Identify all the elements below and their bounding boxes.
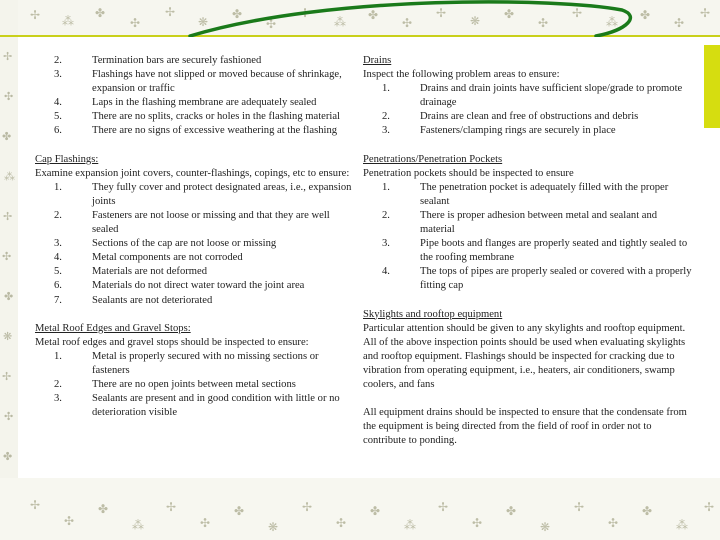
penetrations-intro: Penetration pockets should be inspected to ensure <box>363 167 574 179</box>
skylights-heading: Skylights and rooftop equipment <box>363 308 503 320</box>
list-item-text: Sealants are not deteriorated <box>92 294 213 306</box>
list-item-text: There are no splits, cracks or holes in the flashing material <box>92 111 340 123</box>
list-item-text: The penetration pocket is adequately filled with the proper sealant <box>420 181 669 207</box>
drains-heading: Drains <box>363 55 392 66</box>
document-page <box>18 37 704 478</box>
list-item <box>363 124 693 138</box>
list-item <box>35 124 355 138</box>
list-item-text: They fully cover and protect designated areas, i.e., expansion joints <box>92 181 352 207</box>
list-item-text: There are no signs of excessive weathering at the flashing <box>92 125 338 137</box>
left-decorative-border: ✢ ✣ ✤ ⁂ ✢ ✣ ✤ ❋ ✢ ✣ ✤ <box>0 0 18 540</box>
list-item-number: 1. <box>54 181 62 193</box>
list-item-text: Fasteners are not loose or missing and that they are well sealed <box>92 209 330 236</box>
list-item-number: 2. <box>54 55 62 66</box>
list-item <box>35 378 355 392</box>
list-item-number: 2. <box>382 209 390 221</box>
list-item-text: The tops of pipes are properly sealed or covered with a properly fitting cap <box>420 266 692 292</box>
list-item-number: 1. <box>382 83 390 95</box>
list-item-number: 1. <box>54 350 62 362</box>
list-item <box>35 279 355 293</box>
list-item <box>35 392 355 420</box>
list-item-text: Materials do not direct water toward the joint area <box>92 280 305 292</box>
metal-edges-intro: Metal roof edges and gravel stops should be inspected to ensure: <box>35 336 309 348</box>
list-item <box>363 265 693 293</box>
list-item-text: There are no open joints between metal sections <box>92 378 296 390</box>
list-item <box>35 110 355 124</box>
list-item <box>35 209 355 237</box>
list-item-number: 4. <box>54 252 62 264</box>
list-item <box>35 54 355 68</box>
list-item-number: 2. <box>54 209 62 221</box>
list-item <box>35 294 355 308</box>
list-item-text: Metal is properly secured with no missing sections or fasteners <box>92 350 319 376</box>
list-item-text: Drains are clean and free of obstructions and debris <box>420 111 639 123</box>
list-item-number: 2. <box>382 111 390 123</box>
list-item-number: 2. <box>54 378 62 390</box>
right-column <box>363 54 693 448</box>
list-item-text: Materials are not deformed <box>92 266 208 278</box>
list-item-number: 1. <box>382 181 390 193</box>
penetrations-heading: Penetrations/Penetration Pockets <box>363 153 503 165</box>
cap-flashings-heading: Cap Flashings: <box>35 153 99 165</box>
list-item-text: Flashings have not slipped or moved because of shrinkage, expansion or traffic <box>92 69 342 95</box>
left-column <box>35 54 355 420</box>
list-item-number: 4. <box>54 97 62 109</box>
list-item <box>35 265 355 279</box>
list-item <box>363 237 693 265</box>
list-item-text: Drains and drain joints have sufficient slope/grade to promote drainage <box>420 83 683 109</box>
list-item-number: 3. <box>54 393 62 405</box>
metal-edges-heading: Metal Roof Edges and Gravel Stops: <box>35 322 191 334</box>
penetrations-list <box>363 181 693 294</box>
list-item <box>363 181 693 209</box>
drains-intro: Inspect the following problem areas to ensure: <box>363 69 560 81</box>
drains-list <box>363 82 693 138</box>
list-item <box>363 110 693 124</box>
list-item <box>35 68 355 96</box>
list-item-number: 3. <box>54 238 62 250</box>
list-item-number: 3. <box>382 125 390 137</box>
list-item-number: 6. <box>54 280 62 292</box>
list-item-text: Termination bars are securely fashioned <box>92 55 262 66</box>
list-item-number: 7. <box>54 294 62 306</box>
list-item-number: 5. <box>54 266 62 278</box>
list-item-number: 6. <box>54 125 62 137</box>
list-item-text: There is proper adhesion between metal and sealant and material <box>420 209 658 236</box>
list-item <box>363 209 693 237</box>
list-item <box>35 237 355 251</box>
list-item <box>35 251 355 265</box>
list-item-text: Metal components are not corroded <box>92 252 243 264</box>
list-item-number: 4. <box>382 266 390 278</box>
list-item <box>363 82 693 110</box>
metal-edges-list <box>35 350 355 420</box>
flashing-checklist <box>35 54 355 139</box>
list-item <box>35 350 355 378</box>
list-item <box>35 181 355 209</box>
list-item <box>35 96 355 110</box>
list-item-number: 5. <box>54 111 62 123</box>
top-decorative-border: ✢ ⁂ ✤ ✣ ✢ ❋ ✤ ✣ ✢ ⁂ ✤ ✣ ✢ ❋ ✤ ✣ ✢ ⁂ ✤ ✣ ✢ <box>0 0 720 36</box>
list-item-text: Laps in the flashing membrane are adequately sealed <box>92 97 317 109</box>
list-item-text: Sections of the cap are not loose or missing <box>92 238 277 250</box>
cap-flashings-list <box>35 181 355 308</box>
cap-flashings-intro: Examine expansion joint covers, counter-flashings, copings, etc to ensure: <box>35 167 350 179</box>
bottom-decorative-border: ✢ ✣ ✤ ⁂ ✢ ✣ ✤ ❋ ✢ ✣ ✤ ⁂ ✢ ✣ ✤ ❋ ✢ ✣ ✤ ⁂ ✢ <box>0 478 720 540</box>
equipment-drains-note: All equipment drains should be inspected to ensure that the condensate from the equipment is being directed from the field of roof in order not to contribute to ponding. <box>363 407 687 447</box>
list-item-text: Pipe boots and flanges are properly seated and tightly sealed to the roofing membrane <box>420 238 688 264</box>
skylights-body: Particular attention should be given to any skylights and rooftop equipment. All of the above inspection points should be used when evaluating skylights and rooftop equipment. Flashings should be inspected for cracking due to vibration from operating equipment, i.e., heaters, air conditioners, swamp coolers, and fans <box>363 322 686 390</box>
list-item-number: 3. <box>382 238 390 250</box>
list-item-text: Fasteners/clamping rings are securely in place <box>420 125 616 137</box>
list-item-number: 3. <box>54 69 62 81</box>
list-item-text: Sealants are present and in good condition with little or no deterioration visible <box>92 393 340 419</box>
